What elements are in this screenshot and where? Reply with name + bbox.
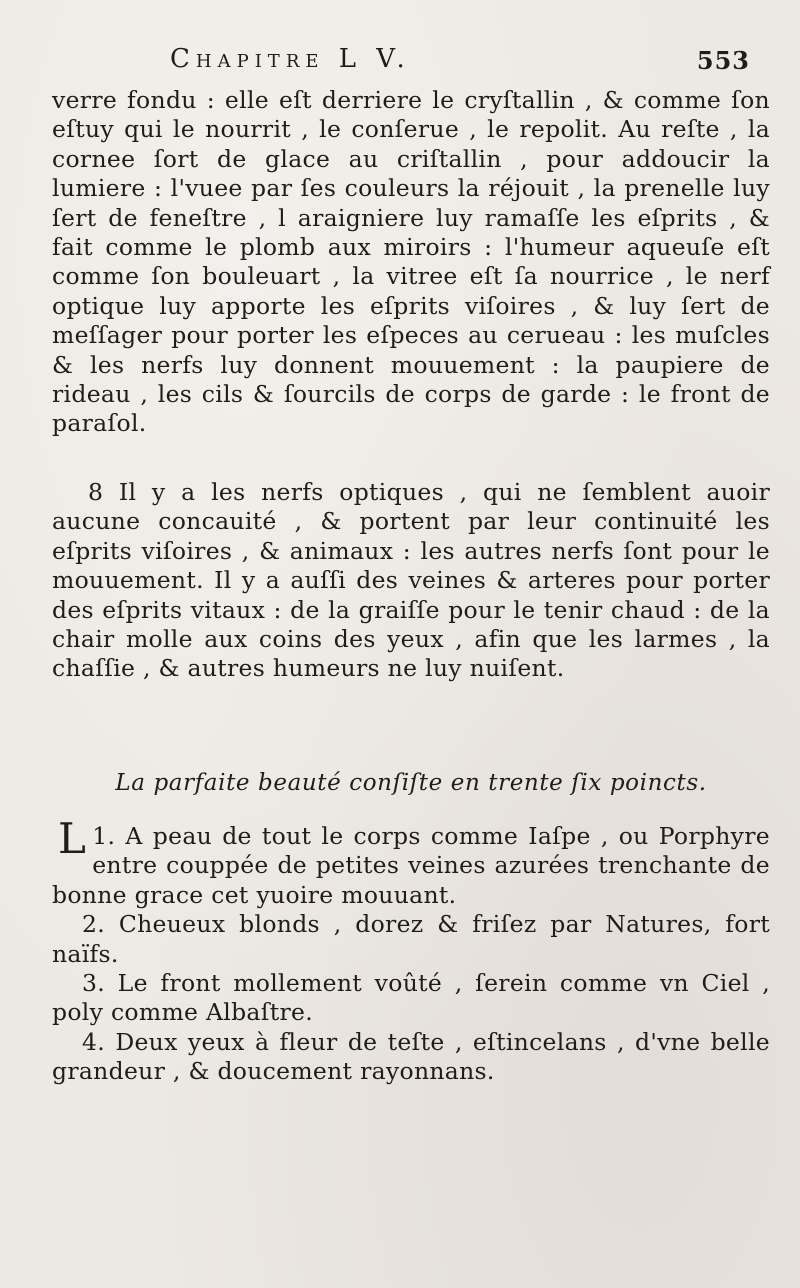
item-number: 1. bbox=[92, 822, 116, 850]
item-text: Deux yeux à fleur de teſte , eſtincelans , d'vne belle grandeur , & doucement rayonnans. bbox=[52, 1027, 770, 1086]
chapter-heading: Chapitre L V. bbox=[170, 44, 411, 74]
item-text: Cheueux blonds , dorez & friſez par Natures, fort naïfs. bbox=[52, 910, 770, 968]
item-number: 2. bbox=[82, 910, 106, 939]
paragraph-8: 8 Il y a les nerfs optiques , qui ne ſemblent auoir aucune concauité , & portent par leur continuité les eſprits viſoires , & animaux : les autres nerfs ſont pour le mouuement. Il y a auſſi des veines & arteres pour porter des eſprits vitaux : de la graiſſe pour le tenir chaud : de la chair molle aux coins des yeux , afin que les larmes , la chaſſie , & autres humeurs ne luy nuiſent. bbox=[52, 478, 770, 683]
page-number: 553 bbox=[696, 46, 750, 75]
item-number: 4. bbox=[82, 1027, 106, 1056]
beauty-list bbox=[52, 814, 770, 1087]
section-title: La parfaite beauté conſiſte en trente ſix poincts. bbox=[115, 770, 707, 796]
list-item-2 bbox=[52, 910, 770, 969]
page-header bbox=[170, 44, 760, 84]
list-item-1 bbox=[52, 814, 770, 910]
text-block-continued bbox=[52, 86, 770, 439]
item-text: Le front mollement voûté , ſerein comme vn Ciel , poly comme Albaſtre. bbox=[52, 969, 770, 1027]
item-number: 3. bbox=[82, 969, 106, 998]
text-block-paragraph-8 bbox=[52, 478, 770, 684]
paragraph-continued: verre fondu : elle eſt derriere le cryſtallin , & comme ſon eſtuy qui le nourrit , le conſerue , le repolit. Au reſte , la cornee ſort de glace au criſtallin , pour addoucir la lumiere : l'vuee par ſes couleurs la réjouit , la prenelle luy ſert de feneſtre , l araigniere luy ramaſſe les eſprits , & fait comme le plomb aux miroirs : l'humeur aqueuſe eſt comme ſon bouleuart , la vitree eſt ſa nourrice , le nerf optique luy apporte les eſprits viſoires , & luy ſert de meſſager pour porter les eſpeces au cerueau : les muſcles & les nerfs luy donnent mouuement : la paupiere de rideau , les cils & ſourcils de corps de garde : le front de paraſol. bbox=[52, 86, 770, 438]
item-text: A peau de tout le corps comme Iaſpe , ou Porphyre entre couppée de petites veines azurées trenchante de bonne grace cet yuoire mouuant. bbox=[52, 822, 770, 909]
list-item-3 bbox=[52, 969, 770, 1028]
list-item-4 bbox=[52, 1028, 770, 1087]
drop-cap: L bbox=[58, 814, 87, 863]
